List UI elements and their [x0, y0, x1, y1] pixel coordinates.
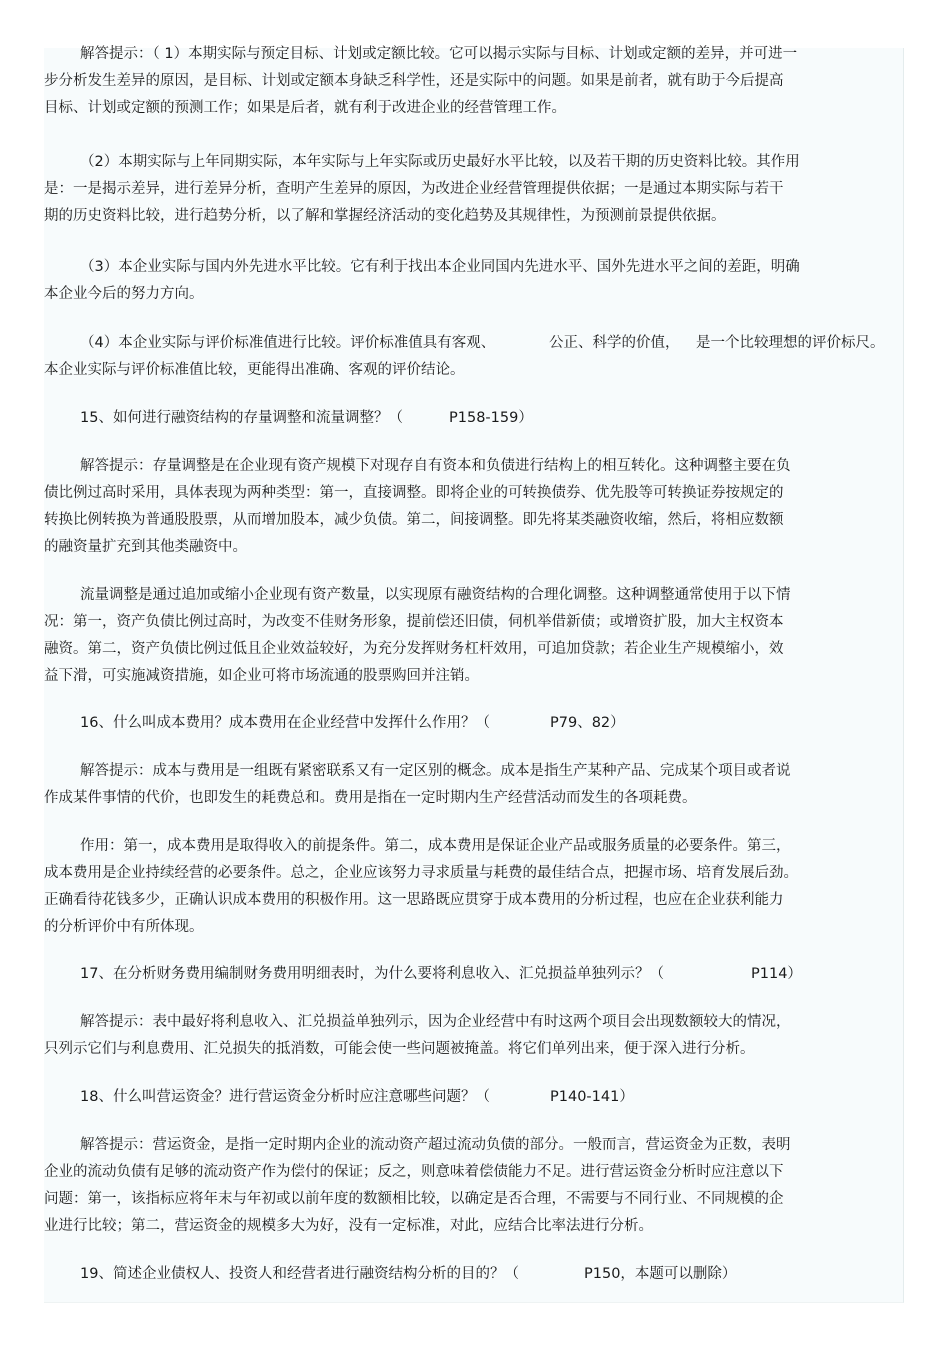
- paragraph-line: 解答提示：表中最好将利息收入、汇兑损益单独列示，因为企业经营中有时这两个项目会出现数额较大的情况，: [80, 1014, 791, 1030]
- paragraph-line: 的融资量扩充到其他类融资中。: [44, 539, 247, 555]
- paragraph-line-fragment: 是一个比较理想的评价标尺。: [696, 335, 885, 351]
- page-reference: P140-141）: [550, 1089, 634, 1105]
- paragraph-line: 目标、计划或定额的预测工作；如果是后者，就有利于改进企业的经营管理工作。: [44, 100, 566, 116]
- paragraph-line: 益下滑，可实施减资措施，如企业可将市场流通的股票购回并注销。: [44, 668, 479, 684]
- paragraph-line: （2）本期实际与上年同期实际，本年实际与上年实际或历史最好水平比较，以及若干期的历史资料比较。其作用: [80, 154, 800, 170]
- question-heading: 18、什么叫营运资金？进行营运资金分析时应注意哪些问题？（: [80, 1089, 490, 1105]
- paragraph-line: 解答提示：成本与费用是一组既有紧密联系又有一定区别的概念。成本是指生产某种产品、完成某个项目或者说: [80, 763, 791, 779]
- paragraph-line: 解答提示：存量调整是在企业现有资产规模下对现存自有资本和负债进行结构上的相互转化。这种调整主要在负: [80, 458, 791, 474]
- question-heading: 16、什么叫成本费用？成本费用在企业经营中发挥什么作用？（: [80, 715, 490, 731]
- paragraph-line: 企业的流动负债有足够的流动资产作为偿付的保证；反之，则意味着偿债能力不足。进行营运资金分析时应注意以下: [44, 1164, 784, 1180]
- paragraph-line: 的分析评价中有所体现。: [44, 919, 204, 935]
- paragraph-line: 况：第一，资产负债比例过高时，为改变不佳财务形象，提前偿还旧债，伺机举借新债；或增资扩股，加大主权资本: [44, 614, 784, 630]
- page-reference: P114）: [751, 966, 802, 982]
- paragraph-line: 步分析发生差异的原因，是目标、计划或定额本身缺乏科学性，还是实际中的问题。如果是前者，就有助于今后提高: [44, 73, 784, 89]
- paragraph-line: 本企业今后的努力方向。: [44, 286, 204, 302]
- paragraph-line: （3）本企业实际与国内外先进水平比较。它有利于找出本企业同国内先进水平、国外先进水平之间的差距，明确: [80, 259, 800, 275]
- paragraph-line: 解答提示：营运资金，是指一定时期内企业的流动资产超过流动负债的部分。一般而言，营运资金为正数，表明: [80, 1137, 791, 1153]
- paragraph-line: 解答提示：（ 1）本期实际与预定目标、计划或定额比较。它可以揭示实际与目标、计划或定额的差异，并可进一: [80, 46, 798, 62]
- paragraph-line: 是：一是揭示差异，进行差异分析，查明产生差异的原因，为改进企业经营管理提供依据；一是通过本期实际与若干: [44, 181, 784, 197]
- paragraph-line: 业进行比较；第二，营运资金的规模多大为好，没有一定标准，对此，应结合比率法进行分析。: [44, 1218, 653, 1234]
- paragraph-line: 问题：第一，该指标应将年末与年初或以前年度的数额相比较，以确定是否合理，不需要与不同行业、不同规模的企: [44, 1191, 784, 1207]
- paragraph-line: 只列示它们与利息费用、汇兑损失的抵消数，可能会使一些问题被掩盖。将它们单列出来，便于深入进行分析。: [44, 1041, 755, 1057]
- paragraph-line: 期的历史资料比较，进行趋势分析，以了解和掌握经济活动的变化趋势及其规律性，为预测前景提供依据。: [44, 208, 726, 224]
- paragraph-line: 成本费用是企业持续经营的必要条件。总之，企业应该努力寻求质量与耗费的最佳结合点，把握市场、培育发展后劲。: [44, 865, 798, 881]
- question-heading: 19、简述企业债权人、投资人和经营者进行融资结构分析的目的？（: [80, 1266, 519, 1282]
- page-reference: P79、82）: [550, 715, 625, 731]
- paragraph-line: 融资。第二，资产负债比例过低且企业效益较好，为充分发挥财务杠杆效用，可追加贷款；若企业生产规模缩小，效: [44, 641, 784, 657]
- question-heading: 17、在分析财务费用编制财务费用明细表时，为什么要将利息收入、汇兑损益单独列示？（: [80, 966, 664, 982]
- paragraph-line: 作成某件事情的代价，也即发生的耗费总和。费用是指在一定时期内生产经营活动而发生的各项耗费。: [44, 790, 697, 806]
- page-reference: P158-159）: [449, 410, 533, 426]
- paragraph-line-fragment: 公正、科学的价值，: [549, 335, 680, 351]
- paragraph-line: 正确看待花钱多少，正确认识成本费用的积极作用。这一思路既应贯穿于成本费用的分析过程，也应在企业获利能力: [44, 892, 784, 908]
- paragraph-line: （4）本企业实际与评价标准值进行比较。评价标准值具有客观、: [80, 335, 496, 351]
- page-reference: P150，本题可以删除）: [584, 1266, 737, 1282]
- question-heading: 15、如何进行融资结构的存量调整和流量调整？（: [80, 410, 403, 426]
- paragraph-line: 债比例过高时采用，具体表现为两种类型：第一，直接调整。即将企业的可转换债券、优先股等可转换证券按规定的: [44, 485, 784, 501]
- paragraph-line: 流量调整是通过追加或缩小企业现有资产数量，以实现原有融资结构的合理化调整。这种调整通常使用于以下情: [80, 587, 791, 603]
- paragraph-line: 转换比例转换为普通股股票，从而增加股本，减少负债。第二，间接调整。即先将某类融资收缩，然后，将相应数额: [44, 512, 784, 528]
- paragraph-line: 作用：第一，成本费用是取得收入的前提条件。第二，成本费用是保证企业产品或服务质量的必要条件。第三，: [80, 838, 791, 854]
- paragraph-line: 本企业实际与评价标准值比较，更能得出准确、客观的评价结论。: [44, 362, 465, 378]
